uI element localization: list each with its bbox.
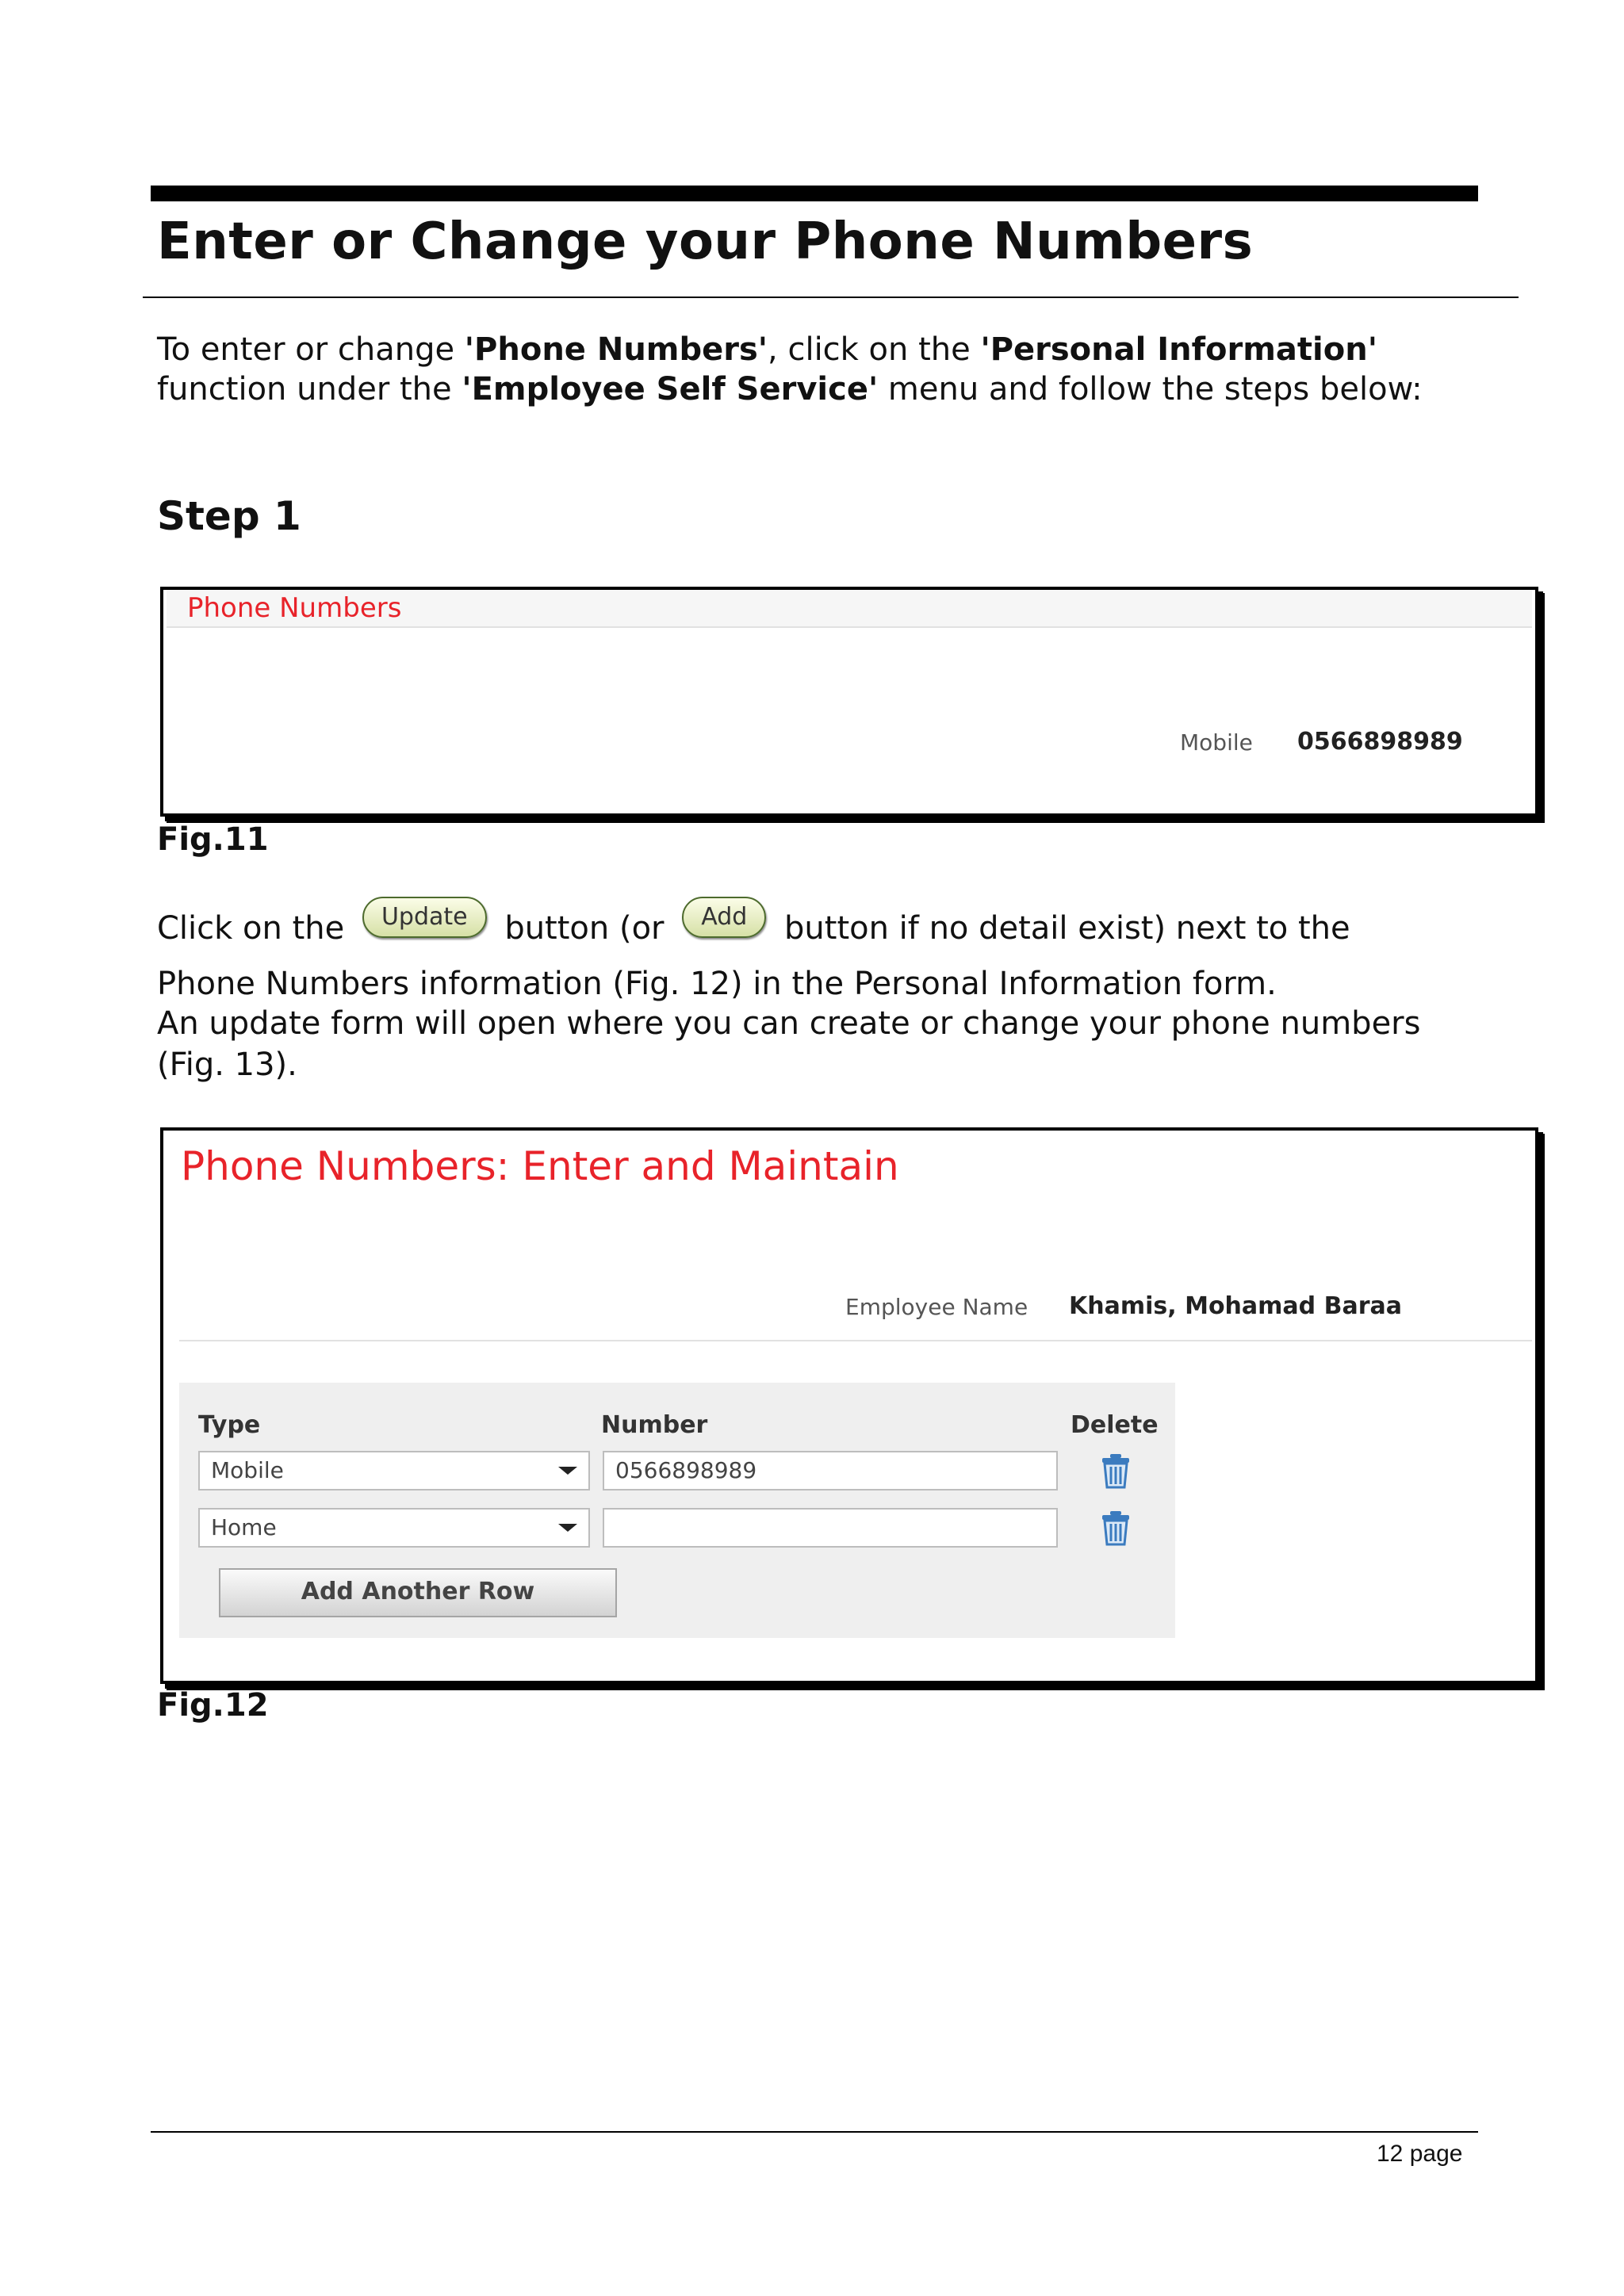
type-select-row-1[interactable] — [198, 1451, 590, 1490]
mobile-label: Mobile — [1180, 729, 1253, 756]
phone-numbers-panel-title: Phone Numbers — [187, 592, 402, 624]
phone-form-panel — [179, 1383, 1175, 1638]
intro-text-1: To enter or change — [157, 331, 465, 368]
mobile-value: 0566898989 — [1297, 728, 1463, 756]
instruction-text-1: Click on the — [157, 910, 345, 947]
type-select-row-2[interactable] — [198, 1508, 590, 1548]
instruction-line-1 — [157, 903, 1350, 952]
number-input-row-2[interactable] — [603, 1508, 1058, 1548]
intro-bold-phone-numbers: 'Phone Numbers' — [464, 331, 768, 368]
intro-bold-personal-information: 'Personal Information' — [980, 331, 1377, 368]
type-column-header: Type — [198, 1411, 261, 1439]
instruction-line-3: An update form will open where you can create or change your phone numbers — [157, 1005, 1421, 1042]
update-button-image: Update — [362, 897, 487, 938]
employee-divider — [179, 1340, 1532, 1341]
intro-line-2 — [157, 369, 1423, 409]
intro-bold-employee-self-service: 'Employee Self Service' — [462, 371, 879, 408]
chevron-down-icon — [558, 1524, 577, 1532]
instruction-text-2: button (or — [504, 910, 665, 947]
instruction-line-2: Phone Numbers information (Fig. 12) in the Personal Information form. — [157, 966, 1277, 1002]
figure-11-caption: Fig.11 — [157, 821, 269, 858]
instruction-line-4: (Fig. 13). — [157, 1047, 297, 1083]
title-divider — [143, 297, 1519, 298]
page-title: Enter or Change your Phone Numbers — [157, 212, 1254, 271]
employee-name-label: Employee Name — [845, 1294, 1028, 1320]
panel-divider — [167, 626, 1532, 628]
step-heading: Step 1 — [157, 493, 301, 539]
figure-12-caption: Fig.12 — [157, 1687, 269, 1724]
intro-text-2: , click on the — [768, 331, 981, 368]
enter-maintain-title: Phone Numbers: Enter and Maintain — [181, 1143, 899, 1189]
trash-icon[interactable] — [1099, 1452, 1132, 1489]
delete-column-header: Delete — [1071, 1411, 1159, 1439]
employee-name-value: Khamis, Mohamad Baraa — [1069, 1292, 1402, 1320]
page-number: 12 page — [1377, 2141, 1463, 2167]
add-button-image: Add — [682, 897, 766, 938]
intro-text-3: function under the — [157, 371, 462, 408]
type-select-value: Mobile — [211, 1457, 284, 1483]
intro-text-4: menu and follow the steps below: — [878, 371, 1423, 408]
trash-icon[interactable] — [1099, 1510, 1132, 1546]
chevron-down-icon — [558, 1467, 577, 1475]
number-column-header: Number — [601, 1411, 708, 1439]
intro-line-1 — [157, 330, 1377, 369]
add-another-row-button[interactable]: Add Another Row — [219, 1568, 617, 1617]
instruction-text-3: button if no detail exist) next to the — [784, 910, 1350, 947]
footer-divider — [151, 2131, 1478, 2133]
figure-12-screenshot — [160, 1127, 1538, 1684]
number-input-row-1[interactable]: 0566898989 — [603, 1451, 1058, 1490]
header-rule-thick — [151, 186, 1478, 201]
type-select-value: Home — [211, 1514, 277, 1540]
figure-11-screenshot — [160, 587, 1538, 817]
